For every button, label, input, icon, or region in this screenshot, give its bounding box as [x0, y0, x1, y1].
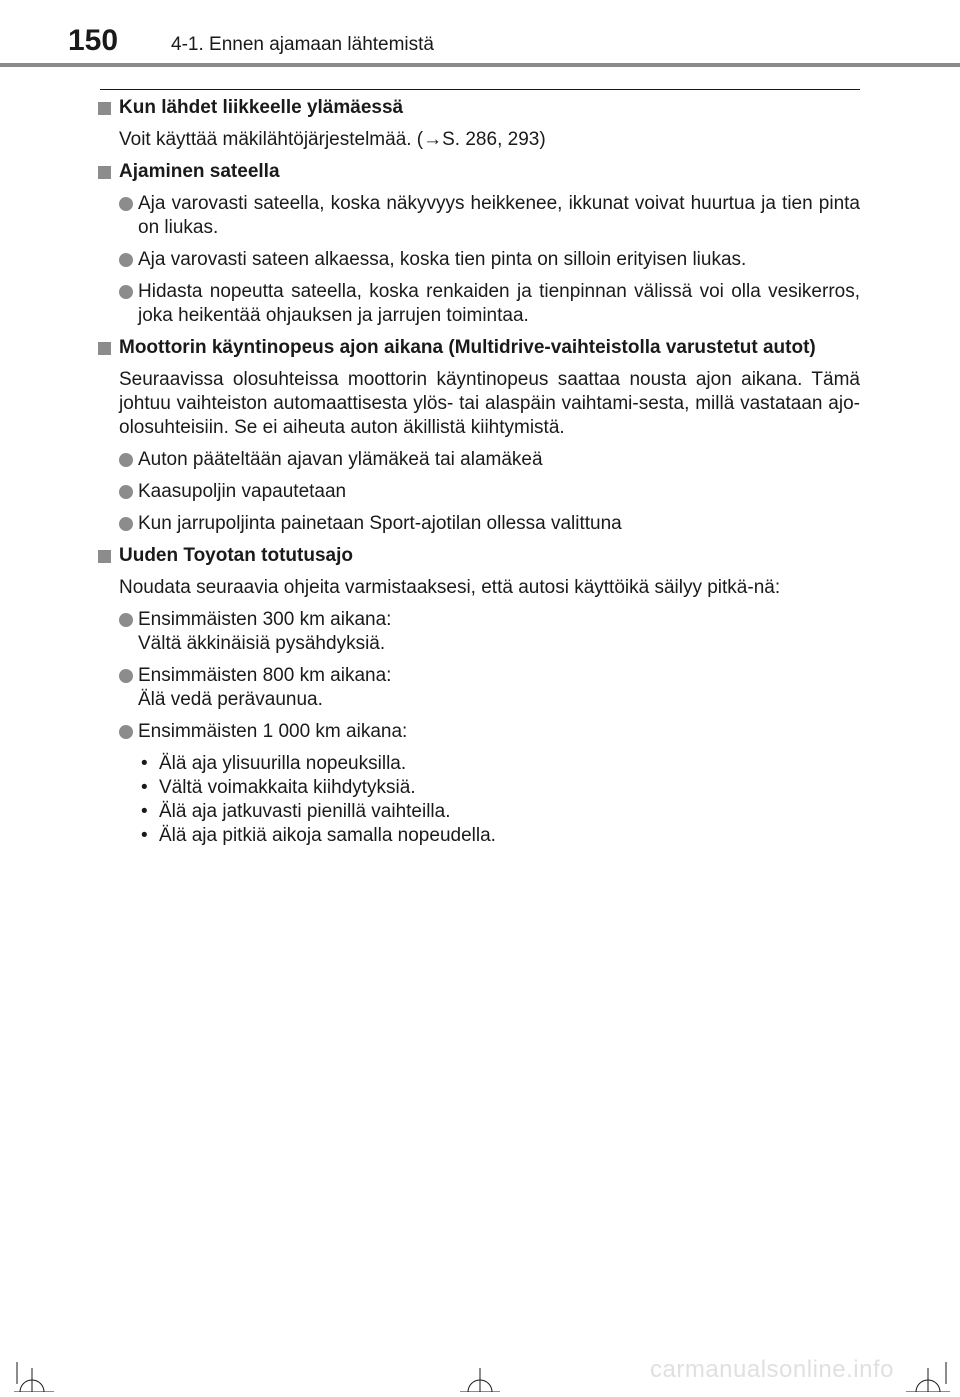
circle-bullet-icon [119, 485, 133, 499]
list-item: Ensimmäisten 300 km aikana: Vältä äkkinäisiä pysähdyksiä. [98, 608, 860, 656]
heading-engine-speed: Moottorin käyntinopeus ajon aikana (Multidrive-vaihteistolla varustetut autot) [98, 336, 860, 360]
circle-bullet-icon [119, 197, 133, 211]
page-content [98, 96, 860, 848]
list-item: Ensimmäisten 800 km aikana: Älä vedä perävaunua. [98, 664, 860, 712]
dot-bullet-icon: • [141, 825, 148, 846]
paragraph-break-in: Noudata seuraavia ohjeita varmistaaksesi, että autosi käyttöikä säilyy pitkä-nä: [119, 577, 781, 598]
sub-list-item: • Älä aja ylisuurilla nopeuksilla. [141, 753, 407, 774]
circle-bullet-icon [119, 669, 133, 683]
list-item: Auton pääteltään ajavan ylämäkeä tai alamäkeä [98, 448, 860, 472]
crop-mark-left-icon [14, 1362, 54, 1392]
footer-watermark: carmanualsonline.info [650, 1356, 894, 1383]
square-bullet-icon [98, 342, 111, 355]
sub-list-item: • Älä aja jatkuvasti pienillä vaihteilla. [141, 801, 451, 822]
list-item: Kaasupoljin vapautetaan [98, 480, 860, 504]
circle-bullet-icon [119, 725, 133, 739]
paragraph-engine-speed: Seuraavissa olosuhteissa moottorin käyntinopeus saattaa nousta ajon aikana. Tämä johtuu vaihteiston automaattisesta ylös- tai alaspäin vaihtami-sesta, millä vastataan ajo-olosuhteisiin. Se ei aiheuta auton äkillistä kiihtymistä. [119, 369, 860, 438]
list-item: Aja varovasti sateen alkaessa, koska tien pinta on silloin erityisen liukas. [98, 248, 860, 272]
list-item: Ensimmäisten 1 000 km aikana: [98, 720, 860, 744]
square-bullet-icon [98, 102, 111, 115]
heading-rain-driving: Ajaminen sateella [98, 160, 860, 184]
square-bullet-icon [98, 166, 111, 179]
top-rule [100, 89, 860, 90]
page-number: 150 [68, 24, 119, 57]
header-bar [0, 63, 960, 67]
circle-bullet-icon [119, 517, 133, 531]
list-item: Hidasta nopeutta sateella, koska renkaiden ja tienpinnan välissä voi olla vesikerros, joka heikentää ohjauksen ja jarrujen toimintaa. [98, 280, 860, 328]
crop-mark-right-icon [906, 1362, 950, 1392]
circle-bullet-icon [119, 613, 133, 627]
circle-bullet-icon [119, 285, 133, 299]
square-bullet-icon [98, 550, 111, 563]
section-title: 4-1. Ennen ajamaan lähtemistä [171, 34, 434, 55]
sub-list-item: • Älä aja pitkiä aikoja samalla nopeudella. [141, 825, 496, 846]
circle-bullet-icon [119, 453, 133, 467]
list-item: Aja varovasti sateella, koska näkyvyys heikkenee, ikkunat voivat huurtua ja tien pinta on liukas. [98, 192, 860, 240]
paragraph-hill-start: Voit käyttää mäkilähtöjärjestelmää. (→S. 286, 293) [119, 129, 546, 150]
sub-list [98, 752, 860, 848]
dot-bullet-icon: • [141, 801, 148, 822]
list-item: Kun jarrupoljinta painetaan Sport-ajotilan ollessa valittuna [98, 512, 860, 536]
dot-bullet-icon: • [141, 753, 148, 774]
crop-mark-center-icon [460, 1362, 500, 1392]
sub-list-item: • Vältä voimakkaita kiihdytyksiä. [141, 777, 416, 798]
heading-break-in: Uuden Toyotan totutusajo [98, 544, 860, 568]
heading-hill-start: Kun lähdet liikkeelle ylämäessä [98, 96, 860, 120]
circle-bullet-icon [119, 253, 133, 267]
dot-bullet-icon: • [141, 777, 148, 798]
